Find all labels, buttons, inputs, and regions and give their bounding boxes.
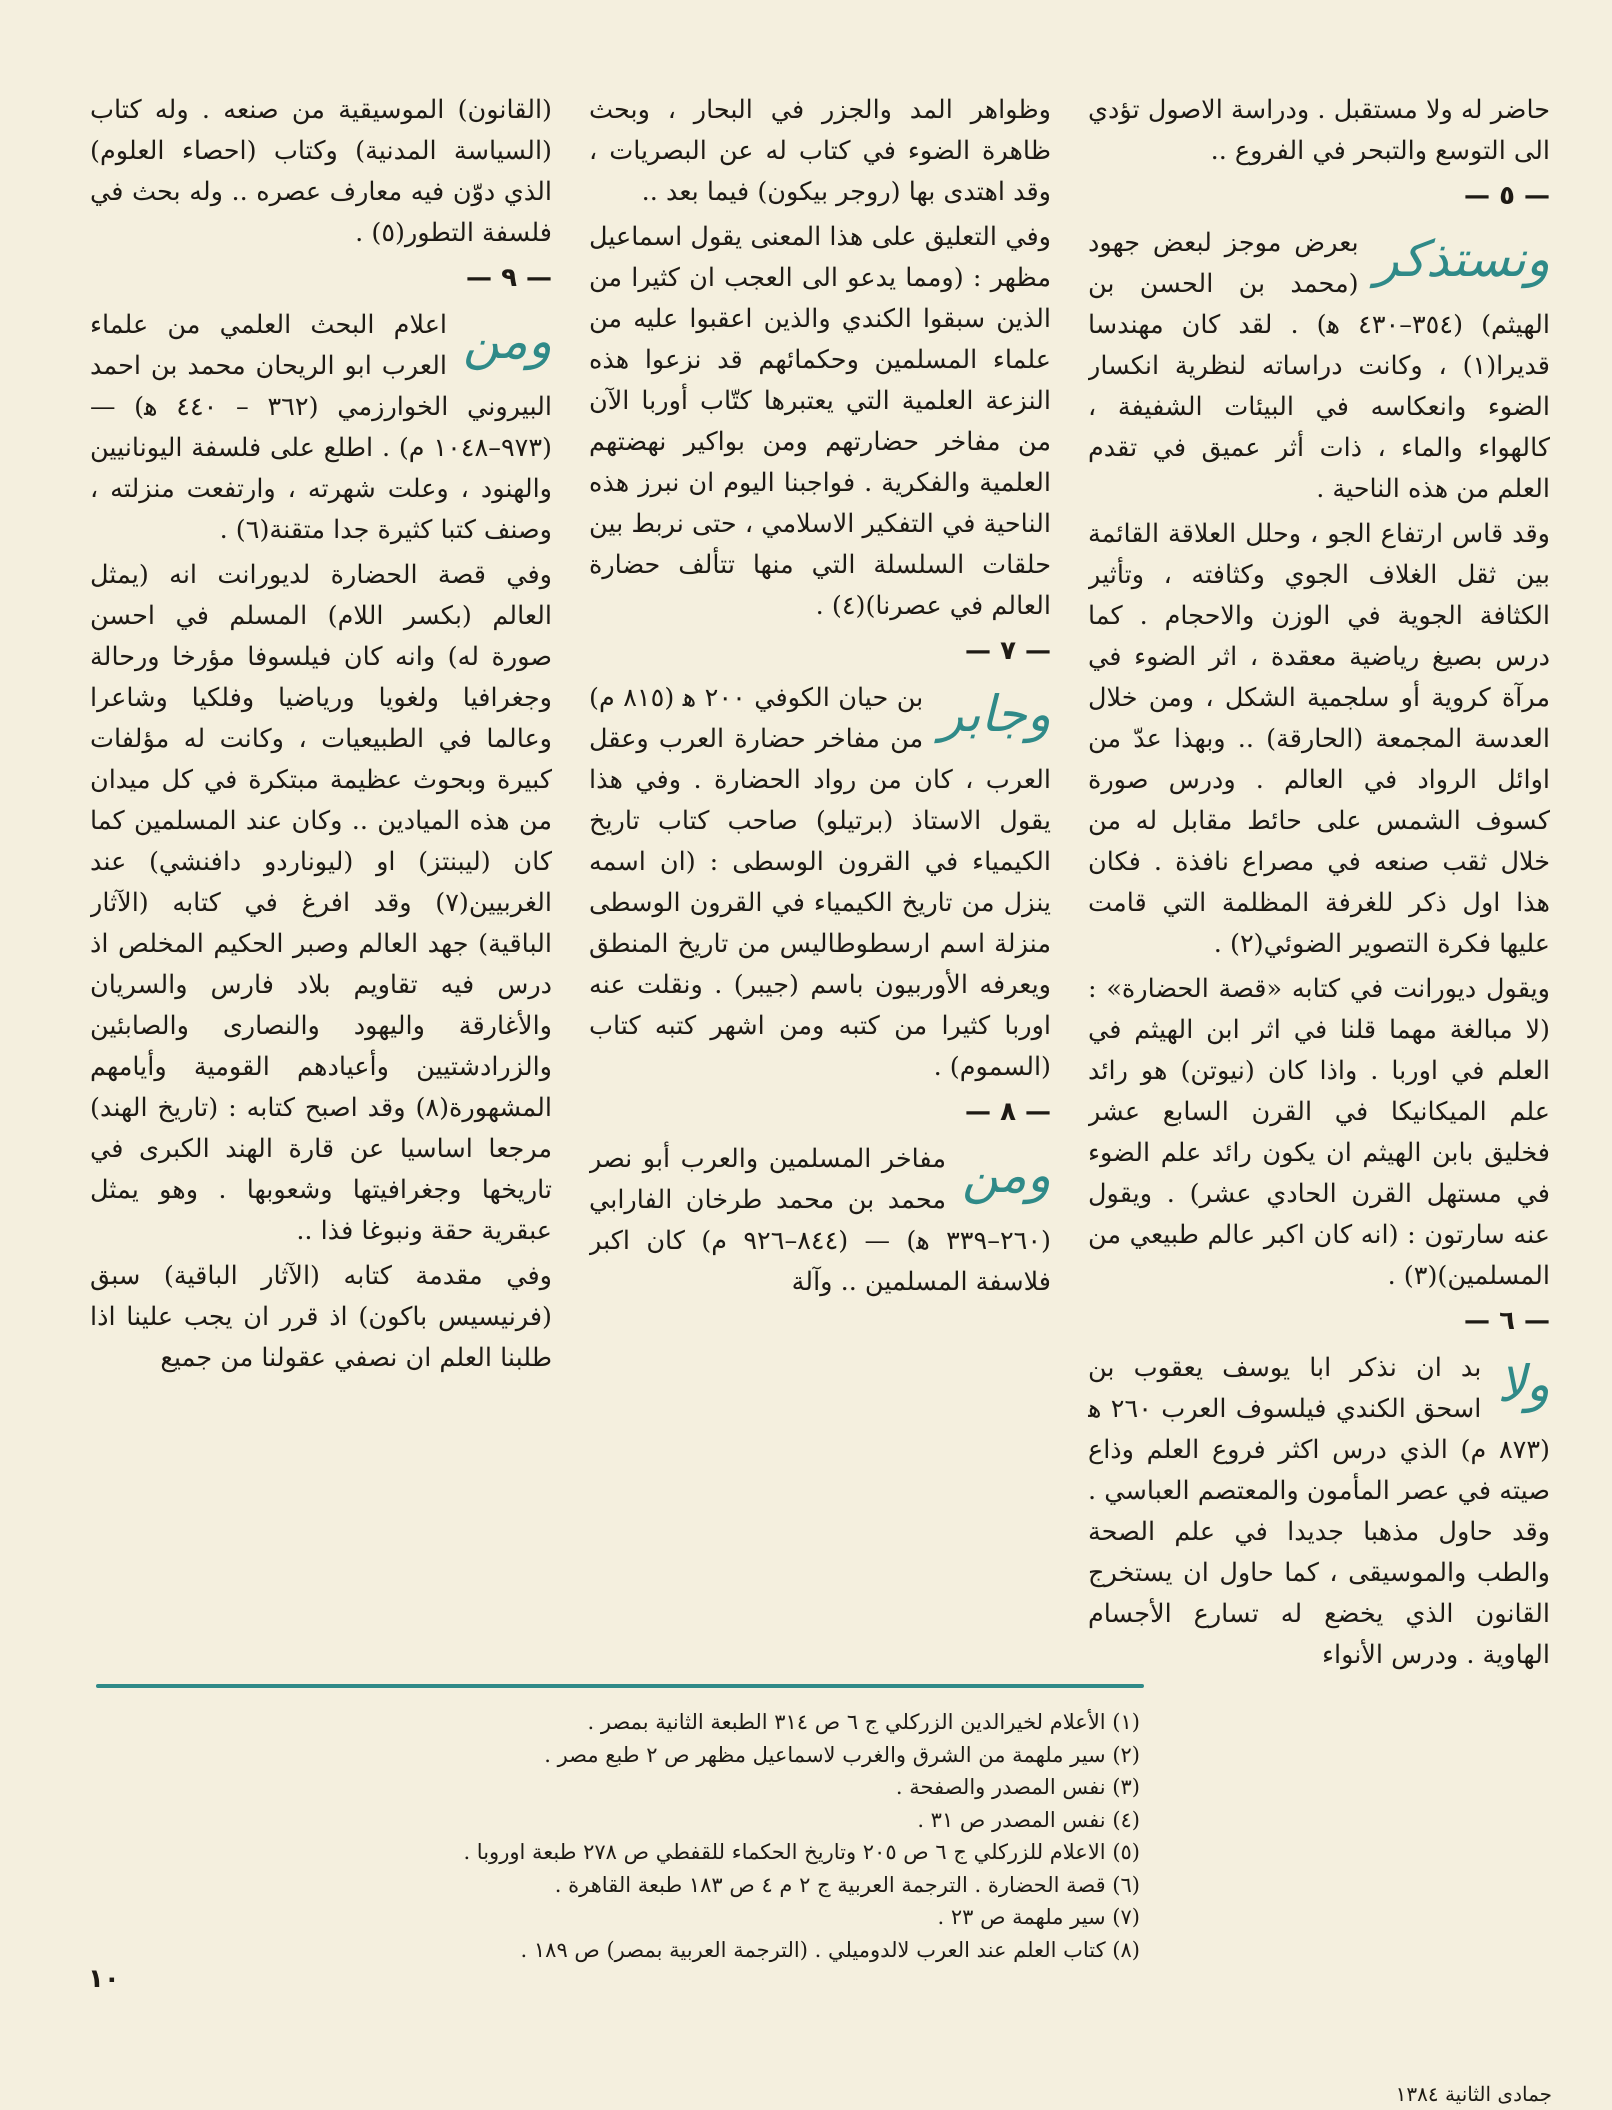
footer-date: جمادى الثانية ١٣٨٤ (1395, 2082, 1552, 2106)
paragraph: وظواهر المد والجزر في البحار ، وبحث ظاهرة الضوء في كتاب له عن البصريات ، وقد اهتدى بها (روجر بيكون) فيما بعد .. (589, 95, 1051, 207)
paragraph-text: بعرض موجز لبعض جهود (محمد بن الحسن بن الهيثم) (٣٥٤–٤٣٠ ﻫ) . لقد كان مهندسا قديرا(١) ، وكانت دراساته لنظرية انكسار الضوء وانعكاسه في البيئات الشفيفة ، كالهواء والماء ، ذات أثر عميق في تقدم العلم من هذه الناحية . (1088, 228, 1550, 504)
section-number: — ٧ — (965, 636, 1051, 666)
paragraph (1088, 223, 1550, 510)
calligraphic-lead-word: ومن (962, 1146, 1051, 1204)
footnotes (140, 1706, 1140, 1966)
paragraph: وفي قصة الحضارة لديورانت انه (يمثل العالم (بكسر اللام) المسلم في احسن صورة له) وانه كان فيلسوفا مؤرخا ورحالة وجغرافيا ولغويا ورياضيا وفلكيا وشاعرا وعالما في الطبيعيات ، وكانت له مؤلفات كبيرة وبحوث عظيمة مبتكرة في كل ميدان من هذه الميادين .. وكان عند المسلمين كما كان (ليبنتز) او (ليوناردو دافنشي) عند الغربيين(٧) وقد افرغ في كتابه (الآثار الباقية) جهد العالم وصبر الحكيم المخلص اذ درس فيه تقاويم بلاد فارس والسريان والأغارقة واليهود والنصارى والصابئين والزرادشتيين وأعيادهم القومية وأيامهم المشهورة(٨) وقد اصبح كتابه : (تاريخ الهند) مرجعا اساسيا عن قارة الهند الكبرى في تاريخها وجغرافيتها وشعوبها . وهو يمثل عبقرية حقة ونبوغا فذا .. (90, 560, 552, 1246)
calligraphic-lead-word: وجابر (939, 685, 1051, 743)
paragraph: حاضر له ولا مستقبل . ودراسة الاصول تؤدي الى التوسع والتبحر في الفروع .. (1088, 95, 1550, 166)
paragraph: ويقول ديورانت في كتابه «قصة الحضارة» : (لا مبالغة مهما قلنا في اثر ابن الهيثم في العلم في اوربا . واذا كان (نيوتن) هو رائد علم الميكانيكا في القرن السابع عشر فخليق بابن الهيثم ان يكون رائد علم الضوء في مستهل القرن الحادي عشر) . ويقول عنه سارتون : (انه كان اكبر عالم طبيعي من المسلمين)(٣) . (1088, 974, 1550, 1291)
paragraph-text: مفاخر المسلمين والعرب أبو نصر محمد بن محمد طرخان الفارابي (٢٦٠–٣٣٩ ﻫ) — (٨٤٤–٩٢٦ م) كان اكبر فلاسفة المسلمين .. وآلة (589, 1144, 1051, 1297)
footnote: (١) الأعلام لخيرالدين الزركلي ج ٦ ص ٣١٤ الطبعة الثانية بمصر . (587, 1710, 1140, 1734)
section-number: — ٦ — (1464, 1306, 1550, 1336)
calligraphic-lead-word: ومن (463, 312, 552, 370)
paragraph (589, 678, 1051, 1088)
footnote: (٣) نفس المصدر والصفحة . (895, 1775, 1140, 1799)
footnote-divider (96, 1684, 1144, 1688)
paragraph: (القانون) الموسيقية من صنعه . وله كتاب (السياسة المدنية) وكتاب (احصاء العلوم) الذي دوّن فيه معارف عصره .. وله بحث في فلسفة التطور(٥) . (90, 95, 552, 248)
paragraph (90, 305, 552, 551)
section-number: — ٨ — (965, 1097, 1051, 1127)
section-number: — ٩ — (466, 263, 552, 293)
paragraph-text: بد ان نذكر ابا يوسف يعقوب بن اسحق الكندي فيلسوف العرب ٢٦٠ ﻫ (٨٧٣ م) الذي درس اكثر فروع العلم وذاع صيته في عصر المأمون والمعتصم العباسي . وقد حاول مذهبا جديدا في علم الصحة والطب والموسيقى ، كما حاول ان يستخرج القانون الذي يخضع له تسارع الأجسام الهاوية . ودرس الأنواء (1088, 1353, 1550, 1670)
column-right (1088, 90, 1550, 2075)
paragraph: وفي التعليق على هذا المعنى يقول اسماعيل مظهر : (ومما يدعو الى العجب ان كثيرا من الذين سبقوا الكندي والذين اعقبوا عليه من علماء المسلمين وحكمائهم قد نزعوا هذه النزعة العلمية التي يعتبرها كتّاب أوربا الآن من مفاخر حضارتهم ومن بواكير نهضتهم العلمية والفكرية . فواجبنا اليوم ان نبرز هذه الناحية في التفكير الاسلامي ، حتى نربط بين حلقات السلسلة التي منها تتألف حضارة العالم في عصرنا)(٤) . (589, 222, 1051, 621)
paragraph (1088, 1348, 1550, 1676)
paragraph (589, 1139, 1051, 1303)
footnote: (٨) كتاب العلم عند العرب لالدوميلي . (الترجمة العربية بمصر) ص ١٨٩ . (520, 1937, 1140, 1962)
paragraph-text: اعلام البحث العلمي من علماء العرب ابو الريحان محمد بن احمد البيروني الخوارزمي (٣٦٢ – ٤٤٠ ﻫ) — (٩٧٣–١٠٤٨ م) . اطلع على فلسفة اليونانيين والهنود ، وعلت شهرته ، وارتفعت منزلته ، وصنف كتبا كثيرة جدا متقنة(٦) . (90, 310, 552, 545)
section-number: — ٥ — (1464, 181, 1550, 211)
calligraphic-lead-word: ونستذكر (1374, 230, 1550, 288)
footnote: (٥) الاعلام للزركلي ج ٦ ص ٢٠٥ وتاريخ الحكماء للقفطي ص ٢٧٨ طبعة اوروبا . (463, 1840, 1140, 1864)
paragraph: وقد قاس ارتفاع الجو ، وحلل العلاقة القائمة بين ثقل الغلاف الجوي وكثافته ، وتأثير الكثافة الجوية في الوزن والاحجام . كما درس بصيغ رياضية معقدة ، اثر الضوء في مرآة كروية أو سلجمية الشكل ، ومن خلال العدسة المجمعة (الحارقة) .. وبهذا عدّ من اوائل الرواد في العالم . ودرس صورة كسوف الشمس على حائط مقابل له من خلال ثقب صنعه في مصراع نافذة . فكان هذا اول ذكر للغرفة المظلمة التي قامت عليها فكرة التصوير الضوئي(٢) . (1088, 519, 1550, 959)
footnote: (٧) سير ملهمة ص ٢٣ . (937, 1905, 1140, 1929)
footnote: (٤) نفس المصدر ص ٣١ . (917, 1807, 1140, 1832)
calligraphic-lead-word: ولا (1497, 1355, 1550, 1413)
footnote: (٦) قصة الحضارة . الترجمة العربية ج ٢ م ٤ ص ١٨٣ طبعة القاهرة . (554, 1872, 1140, 1897)
footnote: (٢) سير ملهمة من الشرق والغرب لاسماعيل مظهر ص ٢ طبع مصر . (544, 1742, 1140, 1767)
paragraph-text: بن حيان الكوفي ٢٠٠ ﻫ (٨١٥ م) من مفاخر حضارة العرب وعقل العرب ، كان من رواد الحضارة . وفي هذا يقول الاستاذ (برتيلو) صاحب كتاب تاريخ الكيمياء في القرون الوسطى : (ان اسمه ينزل من تاريخ الكيمياء في القرون الوسطى منزلة اسم ارسطوطاليس من تاريخ المنطق ويعرفه الأوربيون باسم (جيبر) . ونقلت عنه اوربا كثيرا من كتبه ومن اشهر كتبه كتاب (السموم) . (589, 683, 1051, 1082)
page-number: ١٠ (88, 1964, 120, 1994)
paragraph: وفي مقدمة كتابه (الآثار الباقية) سبق (فرنيسيس باكون) اذ قرر ان يجب علينا اذا طلبنا العلم ان نصفي عقولنا من جميع (90, 1261, 552, 1373)
